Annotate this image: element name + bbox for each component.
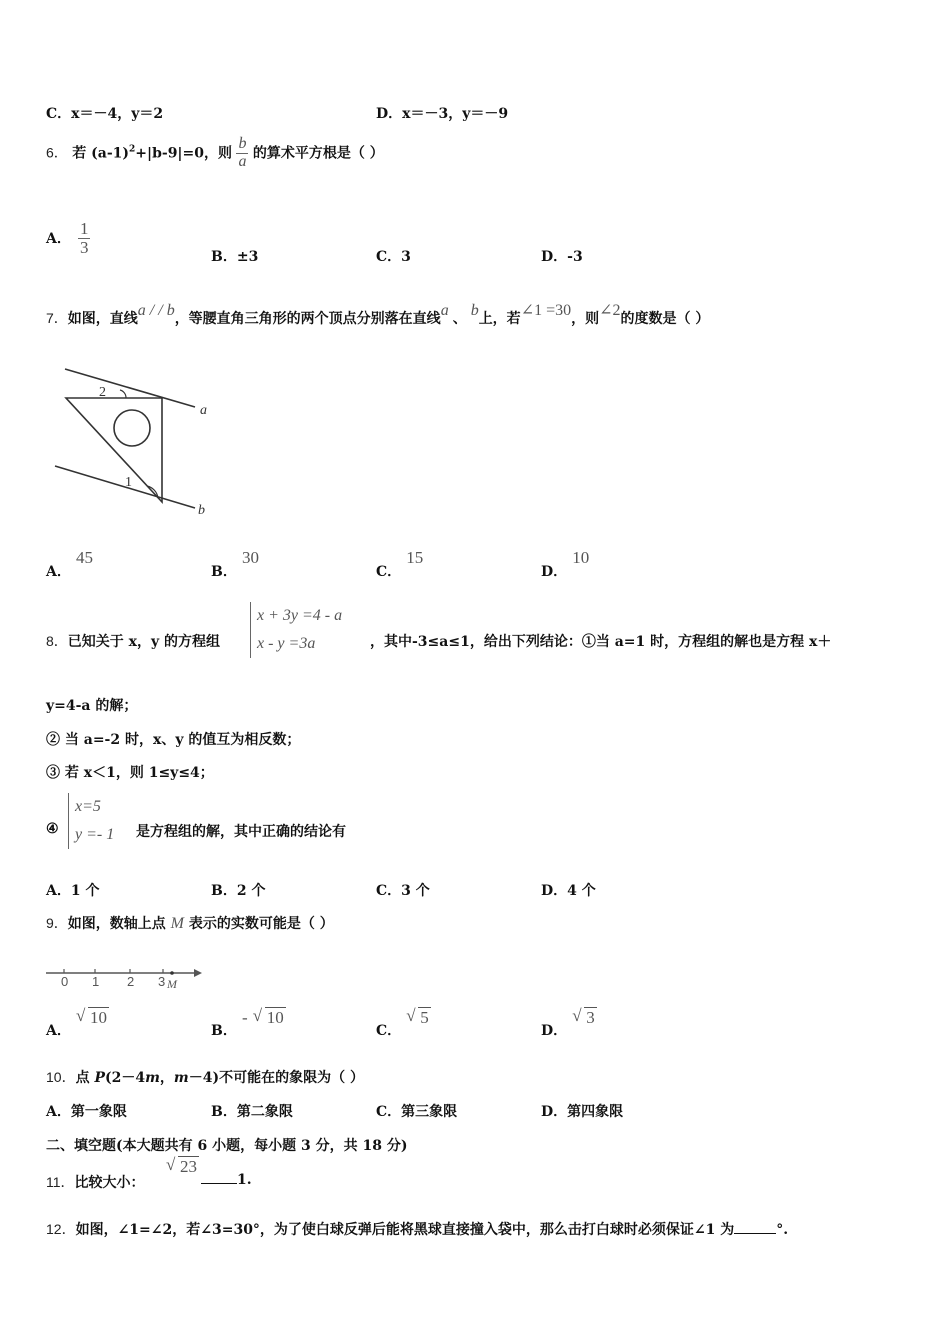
option-value: 10 [572, 548, 590, 567]
q11-text-1: 比较大小： [74, 1175, 145, 1191]
question-10 [46, 1067, 364, 1087]
option-label: D． [541, 1023, 568, 1039]
sqrt-expression [572, 1008, 597, 1028]
q7-option-c [376, 548, 424, 580]
q10-text-2: (2－4 [104, 1070, 146, 1086]
option-label: A． [46, 1023, 71, 1039]
q10-text-3: ， [159, 1070, 174, 1086]
q6-option-a-fraction [78, 220, 91, 257]
point-m [170, 971, 174, 975]
q6-text-b: +|b-9|=0，则 [135, 145, 232, 162]
q10-option-b: B．第二象限 [211, 1104, 293, 1120]
option-label: B． [211, 1023, 237, 1039]
q8-equation-1: x + 3y =4 - a [257, 607, 343, 624]
sqrt-expression [406, 1008, 431, 1028]
q8-intro [46, 631, 220, 651]
question-number: 10． [46, 1069, 76, 1085]
q7-math-a: a [440, 302, 449, 319]
q8-conclusion-3: ③ 若 x＜1，则 1≤y≤4； [46, 765, 214, 781]
question-number: 11． [46, 1174, 75, 1190]
q10-option-c: C．第三象限 [376, 1104, 458, 1120]
q7-option-a [46, 548, 93, 580]
fraction-numerator: 1 [79, 219, 89, 238]
q7-math-angle2: ∠2 [599, 302, 621, 319]
fraction-denominator: 3 [79, 237, 89, 257]
question-9 [46, 913, 334, 933]
axis-arrow [194, 969, 202, 977]
option-label: A． [46, 230, 71, 247]
q8-option-c: C．3 个 [376, 883, 430, 899]
q7-figure [50, 362, 220, 522]
q11-text-2: 1. [237, 1172, 252, 1188]
option-label: C． [376, 564, 402, 580]
q5-option-c: C．x＝－4，y＝2 [46, 106, 164, 122]
q8-option-d: D．4 个 [541, 883, 596, 899]
question-11 [46, 1172, 145, 1192]
label-a: a [200, 403, 207, 418]
q8-text-2: ，其中-3≤a≤1，给出下列结论：①当 a=1 时，方程组的解也是方程 x＋ [370, 634, 832, 650]
q7-text-6: 的度数是（ ） [620, 311, 710, 327]
q7-option-b [211, 548, 259, 580]
q6-fraction [236, 136, 248, 171]
q8-conclusion-4-label: ④ [46, 821, 59, 837]
q6-option-d: D．-3 [541, 249, 583, 265]
option-value: 45 [75, 548, 93, 567]
radicand: 23 [180, 1157, 197, 1176]
q7-text-5: ，则 [571, 311, 600, 327]
sqrt-expression [253, 1008, 286, 1028]
q10-var-m2: m [173, 1070, 189, 1086]
q8-c4-equation-1: x=5 [75, 798, 101, 815]
sqrt-expression [76, 1008, 109, 1028]
q6-option-a [46, 220, 90, 257]
q7-text-3: 、 [452, 311, 467, 327]
q11-sqrt [166, 1157, 199, 1177]
radicand: 10 [89, 1008, 107, 1027]
q11-answer-blank[interactable] [201, 1183, 237, 1184]
question-6 [46, 136, 384, 171]
option-label: C． [376, 1023, 402, 1039]
q10-option-a: A．第一象限 [46, 1104, 127, 1120]
question-number: 9． [46, 915, 68, 931]
q11-tail [201, 1172, 252, 1188]
q6-text-a: 若 (a-1) [72, 145, 129, 162]
radicand: 5 [420, 1008, 429, 1027]
q7-math-parallel: a / / b [137, 302, 175, 319]
q8-option-a: A．1 个 [46, 883, 100, 899]
label-b: b [198, 503, 205, 518]
q6-option-c: C．3 [376, 249, 411, 265]
q10-option-d: D．第四象限 [541, 1104, 624, 1120]
radicand: 3 [586, 1008, 595, 1027]
q8-conclusion-2: ② 当 a=-2 时，x、y 的值互为相反数； [46, 732, 301, 748]
q9-number-line [44, 962, 204, 992]
minus-sign: - [241, 1008, 248, 1027]
q12-answer-blank[interactable] [734, 1233, 776, 1234]
q7-text-1: 如图，直线 [67, 311, 138, 327]
question-7 [46, 302, 710, 328]
q8-c4-equation-2: y =- 1 [75, 826, 115, 843]
q9-text-2: 表示的实数可能是（ ） [188, 916, 334, 932]
q6-sup: 2 [129, 144, 136, 155]
q6-fraction-denominator: a [238, 152, 247, 170]
question-number: 6． [46, 144, 68, 161]
q7-text-4: 上，若 [478, 311, 521, 327]
q9-option-a [46, 1008, 109, 1039]
q8-conclusion-4-text: 是方程组的解，其中正确的结论有 [136, 824, 346, 840]
q7-option-d [541, 548, 590, 580]
q10-text-1: 点 [75, 1070, 95, 1086]
question-number: 7． [46, 310, 68, 326]
q5-option-d: D．x＝－3，y＝－9 [376, 106, 509, 122]
q6-fraction-numerator: b [238, 135, 247, 152]
label-1: 1 [125, 475, 132, 490]
q8-option-b: B．2 个 [211, 883, 266, 899]
radicand: 10 [266, 1008, 284, 1027]
section-2-title: 二、填空题(本大题共有 6 小题，每小题 3 分，共 18 分) [46, 1138, 408, 1154]
angle-2-arc [120, 390, 126, 398]
tick-label-3: 3 [158, 974, 166, 989]
point-m-label: M [167, 977, 177, 991]
q7-math-b: b [470, 302, 479, 319]
q8-line-2: y=4-a 的解； [46, 698, 138, 714]
q12-text-2: °. [776, 1222, 789, 1238]
q12-text-1: 如图，∠1=∠2，若∠3=30°，为了使白球反弹后能将黑球直接撞入袋中，那么击打白球时必须保证∠1 为 [75, 1222, 735, 1238]
option-label: B． [211, 564, 237, 580]
q10-point-p: P [94, 1070, 105, 1086]
option-label: A． [46, 564, 71, 580]
tick-label-1: 1 [92, 974, 100, 989]
option-value: 15 [406, 548, 424, 567]
q6-option-b: B．±3 [211, 249, 259, 265]
option-label: D． [541, 564, 568, 580]
q10-text-4: －4)不可能在的象限为（ ） [188, 1070, 364, 1086]
q8-equation-system [250, 602, 342, 658]
q7-text-2: ，等腰直角三角形的两个顶点分别落在直线 [174, 311, 441, 327]
question-12 [46, 1219, 788, 1239]
q9-math-m: M [170, 915, 184, 932]
q9-text-1: 如图，数轴上点 [67, 916, 166, 932]
q9-option-d [541, 1008, 597, 1039]
q9-option-b [211, 1008, 286, 1039]
option-value: 30 [241, 548, 259, 567]
question-number: 8． [46, 633, 68, 649]
q7-math-angle1: ∠1 =30 [520, 302, 572, 319]
sqrt-expression [166, 1157, 199, 1177]
q6-text-c: 的算术平方根是（ ） [252, 145, 384, 162]
triangle-hole [114, 410, 150, 446]
q8-equation-2: x - y =3a [257, 635, 316, 652]
tick-label-0: 0 [61, 974, 69, 989]
tick-label-2: 2 [127, 974, 135, 989]
q10-var-m1: m [145, 1070, 160, 1086]
q9-option-c [376, 1008, 431, 1039]
label-2: 2 [99, 385, 106, 400]
q8-conclusion-4-system [68, 793, 114, 849]
line-a [65, 369, 195, 407]
q8-text-1: 已知关于 x，y 的方程组 [67, 634, 221, 650]
question-number: 12． [46, 1221, 76, 1237]
